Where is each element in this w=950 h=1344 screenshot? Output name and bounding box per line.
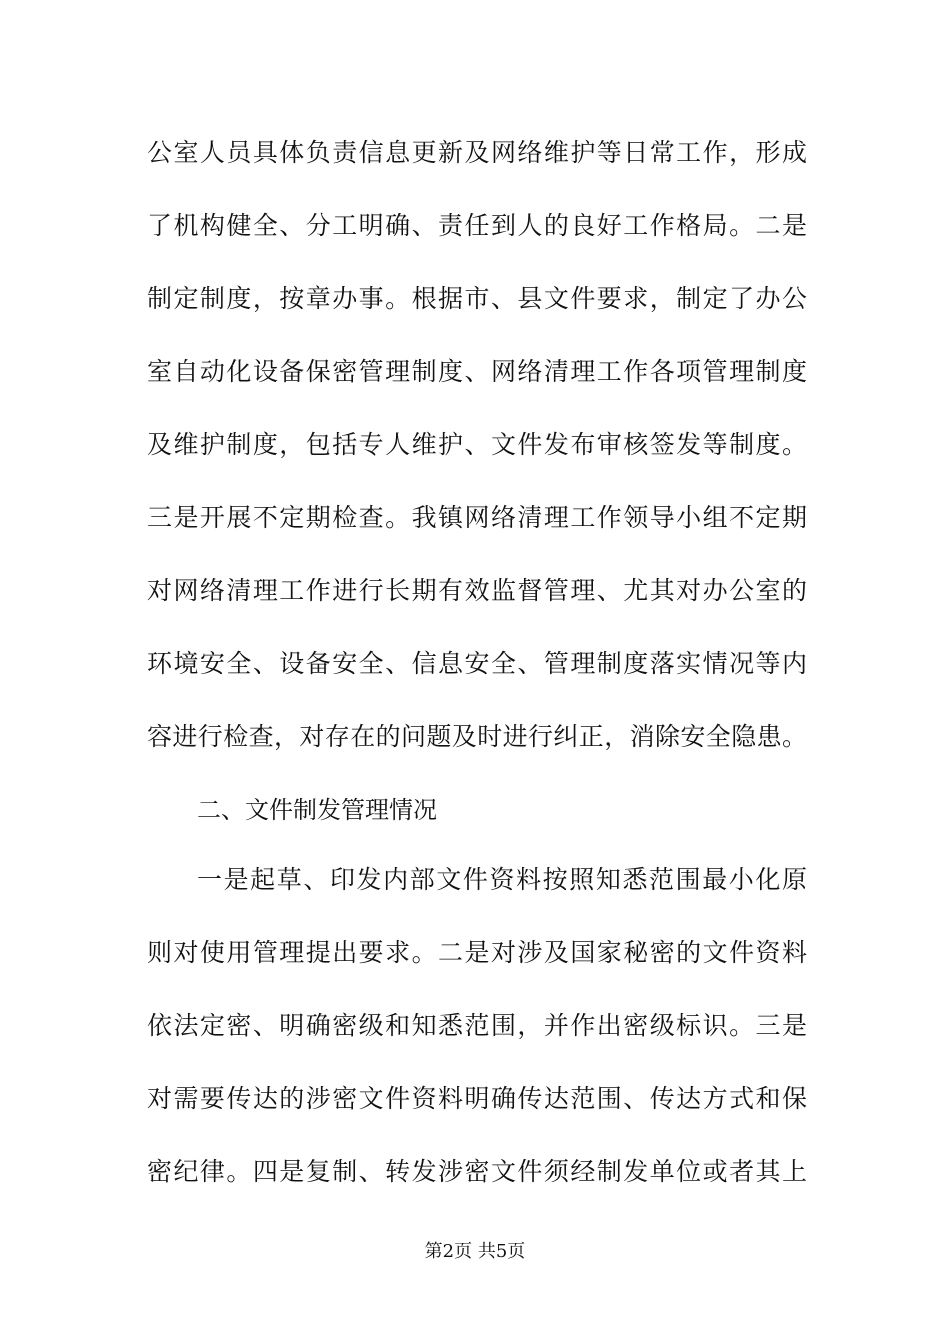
text-line: 公室人员具体负责信息更新及网络维护等日常工作，形成 xyxy=(147,138,807,167)
text-line: 三是开展不定期检查。我镇网络清理工作领导小组不定期 xyxy=(147,503,807,532)
text-line: 室自动化设备保密管理制度、网络清理工作各项管理制度 xyxy=(147,357,807,386)
text-line: 依法定密、明确密级和知悉范围，并作出密级标识。三是 xyxy=(147,1011,807,1040)
text-line: 对需要传达的涉密文件资料明确传达范围、传达方式和保 xyxy=(147,1084,807,1113)
text-line: 对网络清理工作进行长期有效监督管理、尤其对办公室的 xyxy=(147,576,807,605)
text-line: 环境安全、设备安全、信息安全、管理制度落实情况等内 xyxy=(147,649,807,678)
text-line: 一是起草、印发内部文件资料按照知悉范围最小化原 xyxy=(197,865,807,894)
text-line: 制定制度，按章办事。根据市、县文件要求，制定了办公 xyxy=(147,284,807,313)
section-heading: 二、文件制发管理情况 xyxy=(197,796,437,824)
text-line: 及维护制度，包括专人维护、文件发布审核签发等制度。 xyxy=(147,430,807,459)
text-line: 容进行检查，对存在的问题及时进行纠正，消除安全隐患。 xyxy=(147,722,807,751)
text-line: 了机构健全、分工明确、责任到人的良好工作格局。二是 xyxy=(147,211,807,240)
text-line: 则对使用管理提出要求。二是对涉及国家秘密的文件资料 xyxy=(147,938,807,967)
text-line: 密纪律。四是复制、转发涉密文件须经制发单位或者其上 xyxy=(147,1157,807,1186)
page-footer: 第2页 共5页 xyxy=(424,1241,526,1262)
